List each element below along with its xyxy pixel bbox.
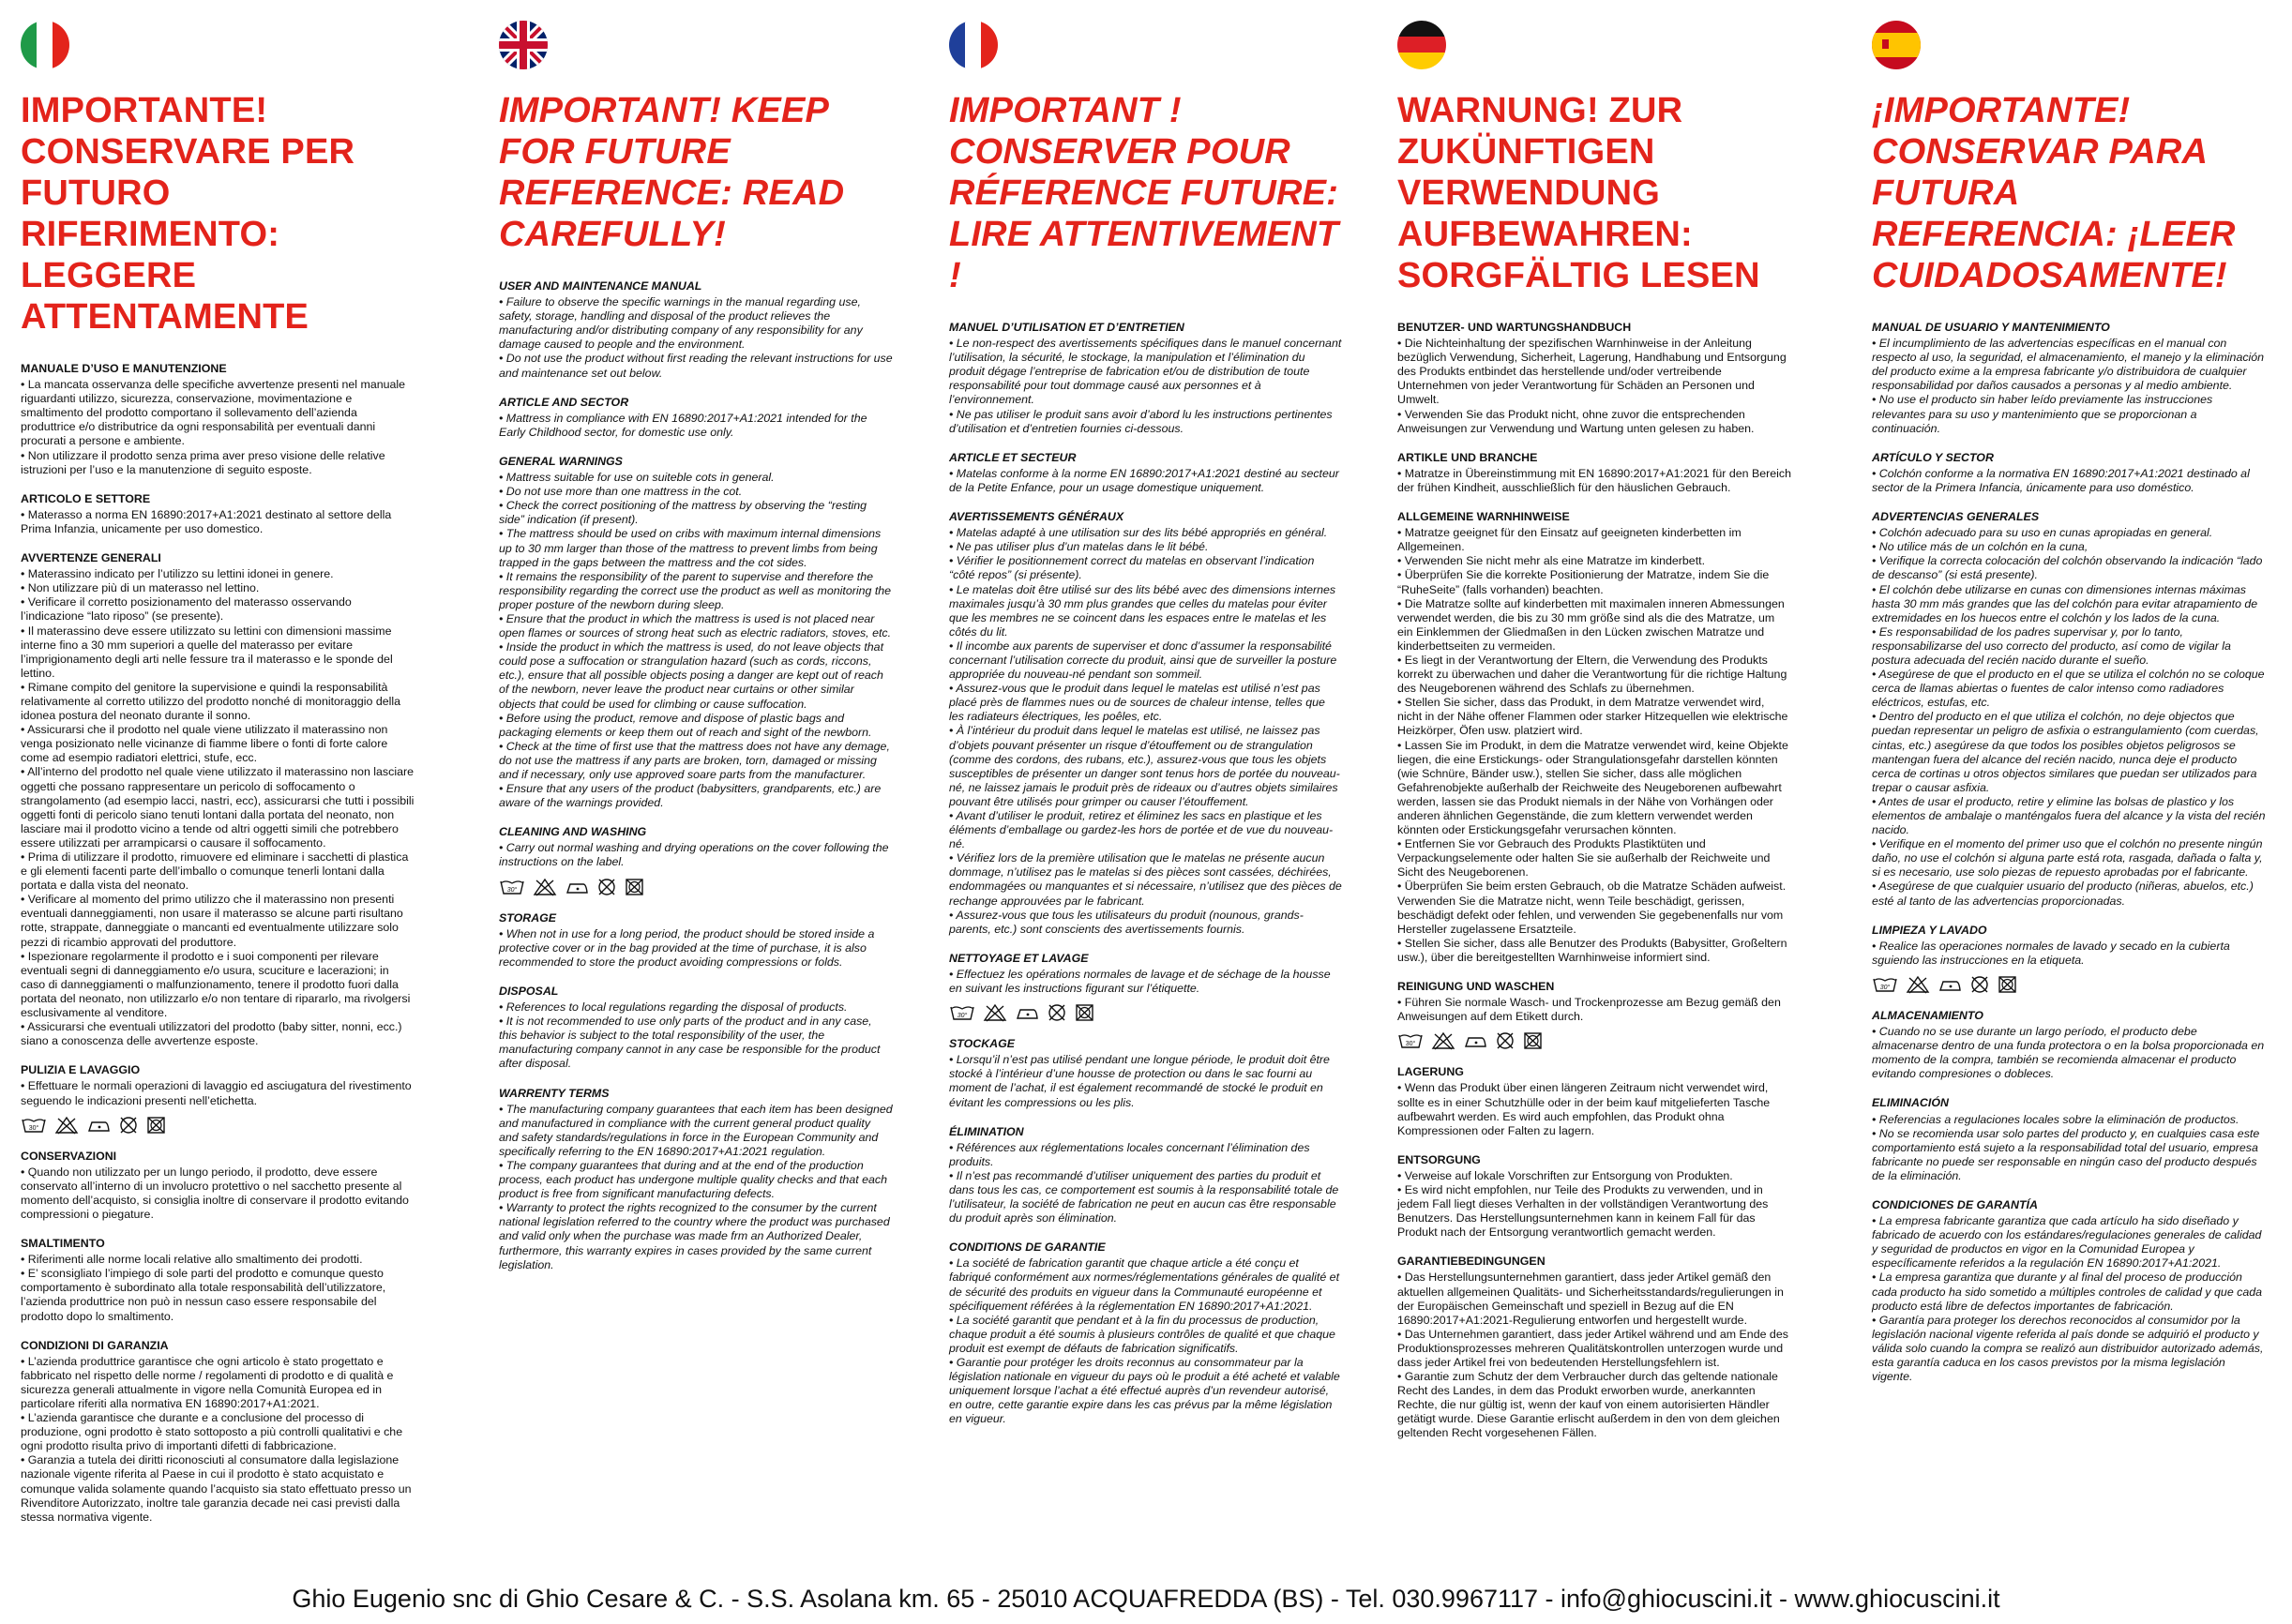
svg-text:30°: 30° [1405, 1041, 1416, 1048]
section-text: • References to local regulations regarding the disposal of products. • It is not recommended to use only parts of the product and in any case, this behavior is subject to the total responsibility of the user, the manufacturing company cannot in any case be responsible for the product after disposal. [499, 1000, 881, 1071]
section-heading: MANUALE D’USO E MANUTENZIONE [21, 362, 227, 375]
wash-30-icon [499, 878, 525, 896]
section-text: • Le non-respect des avertissements spécifiques dans le manuel concernant l’utilisation, la sécurité, le stockage, la manipulation et l’élimination du produit dégage l’entreprise de fabrication et/ou de distribution de toute responsabilité pour tout dommage causé aux personnes et à l’environnement. • Ne pas utiliser le produit sans avoir d’abord lu les instructions pertinentes d’utilisation et d’entretien fournies ci-dessous. [949, 337, 1342, 435]
section-heading: STORAGE [499, 910, 557, 925]
warning-title: IMPORTANT! KEEP FOR FUTURE REFERENCE: READ CAREFULLY! [499, 91, 845, 254]
section-text: • Materasso a norma EN 16890:2017+A1:2021 destinato al settore della Prima Infanzia, unicamente per uso domestico. [21, 507, 392, 535]
section-heading: ARTICLE AND SECTOR [499, 395, 629, 409]
section-heading: CONDICIONES DE GARANTÍA [1872, 1197, 2038, 1211]
section-heading: DISPOSAL [499, 984, 559, 998]
section-heading: ALLGEMEINE WARNHINWEISE [1397, 510, 1570, 524]
section-text: • La mancata osservanza delle specifiche avvertenze presenti nel manuale riguardanti utilizzo, sicurezza, conservazione, movimentazione e smaltimento del prodotto comportano il sollevamento dell’azienda produttrice e/o distributrice da ogni responsabilità per eventuali danni procurati a persone e ambiente. • Non utilizzare il prodotto senza prima aver preso visione delle relative istruzioni per l’uso e la manutenzione di seguito esposte. [21, 378, 406, 476]
section-text: • Carry out normal washing and drying operations on the cover following the instructions on the label. [499, 841, 889, 869]
column-german [1397, 21, 1791, 1441]
section-text: • Realice las operaciones normales de lavado y secado en la cubierta sguiendo las instrucciones en la etiqueta. [1872, 939, 2230, 967]
section-text: • Quando non utilizzato per un lungo periodo, il prodotto, deve essere conservato all’interno di un involucro protettivo o nel sacchetto presente al momento dell’acquisto, si consiglia inoltre di conservare il prodotto evitando compressioni o piegature. [21, 1165, 409, 1221]
instructions-body [949, 321, 1343, 1426]
section-heading: NETTOYAGE ET LAVAGE [949, 951, 1089, 965]
flag-uk-icon [499, 21, 548, 69]
section-heading: GARANTIEBEDINGUNGEN [1397, 1255, 1546, 1269]
section-text: • Mattress suitable for use on suiteble cots in general. • Do not use more than one mattress in the cot. • Check the correct positioning of the mattress by observing the “resting side” indication (if present). • The mattress should be used on cribs with maximum internal dimensions up to 30 mm larger than those of the mattress to prevent limbs from being trapped in the gaps between the mattress and the cot sides. • It remains the responsibility of the parent to supervise and therefore the responsibility regarding the correct use the product as well as monitoring the proper posture of the newborn during sleep. • Ensure that the product in which the mattress is used is not placed near open flames or sources of strong heat such as electric radiators, stoves, etc. • Inside the product in which the mattress is used, do not leave objects that could pose a suffocation or strangulation hazard (such as cords, riccons, etc.), ensure that all possible objects posing a danger are kept out of reach of the newborn, never leave the product near curtains or other similar objects that could be used for climbing or cause suffocation. • Before using the product, remove and dispose of plastic bags and packaging elements or keep them out of reach and sight of the newborn. • Check at the time of first use that the mattress does not have any demage, do not use the mattress if any parts are broken, torn, damaged or missing and if necessary, only use approved soare parts from the manufacturer. • Ensure that any users of the product (babysitters, grandparents, etc.) are aware of the warnings provided. [499, 471, 892, 810]
section-heading: ÉLIMINATION [949, 1124, 1024, 1138]
section-heading: PULIZIA E LAVAGGIO [21, 1063, 141, 1077]
section-heading: LIMPIEZA Y LAVADO [1872, 923, 1987, 937]
section-text: • The manufacturing company guarantees that each item has been designed and manufactured in compliance with the current general product quality and safety standards/regulations in force in the European Community and specifically referring to the EN 16890:2017+A1:2021 regulation. • The company guarantees that during and at the end of the production process, each product has undergone multiple quality checks and that each product is free from significant manufacturing defects. • Warranty to protect the rights recognized to the consumer by the current national legislation referred to the country where the product was purchased and valid only when the purchase was made frm an Authorized Dealer, furthermore, this warranty expires in cases provided by the same current legislation. [499, 1102, 893, 1271]
flag-spain-icon [1872, 21, 1921, 69]
iron-low-icon [1015, 1003, 1039, 1022]
instructions-body [1397, 321, 1791, 1441]
section-text: • Effettuare le normali operazioni di lavaggio ed asciugatura del rivestimento seguendo le indicazioni presenti nell’etichetta. [21, 1079, 412, 1107]
warning-title: IMPORTANT ! CONSERVER POUR RÉFERENCE FUTURE: LIRE ATTENTIVEMENT ! [949, 91, 1339, 295]
svg-text:30°: 30° [28, 1124, 39, 1132]
section-text: • Matelas conforme à la norme EN 16890:2017+A1:2021 destiné au secteur de la Petite Enfance, pour un usage domestique uniquement. [949, 466, 1339, 494]
section-text: • Colchón conforme a la normativa EN 16890:2017+A1:2021 destinado al sector de la Primera Infancia, únicamente para uso doméstico. [1872, 466, 2250, 494]
instructions-body [499, 279, 893, 1272]
warning-title: WARNUNG! ZUR ZUKÜNFTIGEN VERWENDUNG AUFBEWAHREN: SORGFÄLTIG LESEN [1397, 91, 1760, 295]
section-heading: MANUAL DE USUARIO Y MANTENIMIENTO [1872, 321, 2110, 334]
section-text: • La société de fabrication garantit que chaque article a été conçu et fabriqué conformément aux normes/réglementations générales de qualité et de sécurité des produits en vigueur dans la Communauté européenne et spécifiquement référées à la réglementation EN 16890:2017+A1:2021. • La société garantit que pendant et à la fin du processus de production, chaque produit a été soumis à plusieurs contrôles de qualité et que chaque produit est exempt de défauts de fabrication significatifs. • Garantie pour protéger les droits reconnus au consommateur par la législation nationale en vigueur du pays où le produit a été acheté et valable uniquement lorsque l’achat a été effectué auprès d’un revendeur autorisé, en outre, cette garantie expire dans les cas prévus par la même législation en vigueur. [949, 1256, 1340, 1426]
section-heading: MANUEL D’UTILISATION ET D’ENTRETIEN [949, 321, 1184, 334]
section-heading: ARTICOLO E SETTORE [21, 491, 151, 505]
no-bleach-icon [1431, 1031, 1455, 1050]
section-heading: LAGERUNG [1397, 1065, 1464, 1079]
no-dry-clean-icon [596, 878, 617, 896]
section-heading: GENERAL WARNINGS [499, 454, 623, 468]
no-tumble-dry-icon [1075, 1003, 1095, 1022]
instructions-body [21, 362, 415, 1525]
care-symbols [499, 878, 893, 896]
section-text: • Colchón adecuado para su uso en cunas apropiadas en general. • No utilice más de un colchón en la cuna, • Verifique la correcta colocación del colchón observando la indicación “lado de descanso” (si está presente). • El colchón debe utilizarse en cunas con dimensiones internas máximas hasta 30 mm más grandes que las del colchón para evitar atrapamiento de extremidades en los huecos entre el colchón y los lados de la cuna. • Es responsabilidad de los padres supervisar y, por lo tanto, responsabilizarse del uso correcto del producto, así como de vigilar la postura adecuada del recién nacido durante el sueño. • Asegúrese de que el producto en el que se utiliza el colchón no se coloque cerca de llamas abiertas o fuentes de calor intenso como radiadores eléctricos, estufas, etc. • Dentro del producto en el que utiliza el colchón, no deje objectos que puedan representar un peligro de asfixia o estrangulamiento (com cuerdas, cintas, etc.) asegúrese da que todos los posibles objetos peligrosos se mantengan fuera del alcance del recién nacido, nunca deje el producto cerca de cortinas u otros objectos similares que puedan ser utilizados para trepar o causar asfixia. • Antes de usar el producto, retire y elimine las bolsas de plastico y los elementos de ambalaje o manténgalos fuera del alcance y la vista del recién nacido. • Verifique en el momento del primer uso que el colchón no presente ningún daño, no use el colchón si alguna parte está rota, rasgada, dañada o falta y, si es necesario, use solo piezas de repuesto aprobadas por el fabricante. • Asegúrese de que cualquier usuario del producto (niñeras, abuelos, etc.) esté al tanto de las advertencias proporcionadas. [1872, 526, 2266, 908]
no-tumble-dry-icon [1998, 975, 2018, 994]
no-dry-clean-icon [118, 1116, 139, 1135]
section-text: • Effectuez les opérations normales de lavage et de séchage de la housse en suivant les instructions figurant sur l’étiquette. [949, 967, 1331, 996]
no-bleach-icon [1906, 975, 1930, 994]
wash-30-icon [949, 1003, 975, 1022]
section-heading: ENTSORGUNG [1397, 1152, 1481, 1166]
section-heading: ALMACENAMIENTO [1872, 1008, 1983, 1022]
section-heading: ELIMINACIÓN [1872, 1096, 1949, 1110]
section-heading: AVERTISSEMENTS GÉNÉRAUX [949, 510, 1124, 524]
section-text: • Das Herstellungsunternehmen garantiert, dass jeder Artikel gemäß den aktuellen allgemeinen Qualitäts- und Sicherheitsstandards/regulierungen in der Europäischen Gemeinschaft und speziell in Bezug auf die EN 16890:2017+A1:2021-Regulierung entworfen und hergestellt wurde. • Das Unternehmen garantiert, dass jeder Artikel während und am Ende des Produktionsprozesses mehreren Qualitätskontrollen unterzogen wurde und dass jeder Artikel frei von bedeutenden Herstellungsfehlern ist. • Garantie zum Schutz der dem Verbraucher durch das geltende nationale Recht des Landes, in dem das Produkt erworben wurde, anerkannten Rechte, die nur gültig ist, wenn der kauf von einem autorisierten Händler getätigt wurde. Diese Garantie erlischt außerdem in den von dem gleichen geltenden Recht vorgesehenen Fällen. [1397, 1271, 1788, 1440]
section-text: • L’azienda produttrice garantisce che ogni articolo è stato progettato e fabbricato nel rispetto delle norme / regolamenti di prodotto e di qualità e sicurezza generali attualmente in vigore nella Comunità Europea ed in particolare riferiti alla normativa EN 16890:2017+A1:2021. • L’azienda garantisce che durante e a conclusione del processo di produzione, ogni prodotto è stato sottoposto a più controlli qualitativi e che ogni prodotto risulta privo di importanti difetti di fabbricazione. • Garanzia a tutela dei diritti riconosciuti al consumatore dalla legislazione nazionale vigente riferita al Paese in cui il prodotto è stato acquistato e comunque valida solamente quando l’acquisto sia stato effettuato presso un Rivenditore Autorizzato, inoltre tale garanzia decade nei casi previsti dalla stessa normativa vigente. [21, 1354, 412, 1524]
column-english [499, 21, 893, 1272]
section-text: • Références aux réglementations locales concernant l’élimination des produits. • Il n’est pas recommandé d’utiliser uniquement des parties du produit et dans tous les cas, ce comportement est soumis à la responsabilité totale de l’utilisateur, la société de fabrication ne peut en aucun cas être responsable du produit après son élimination. [949, 1140, 1339, 1226]
section-heading: USER AND MAINTENANCE MANUAL [499, 279, 702, 293]
section-text: • El incumplimiento de las advertencias específicas en el manual con respecto al uso, la seguridad, el almacenamiento, el manejo y la eliminación del producto exime a la empresa fabricante y/o distribuidora de cualquier responsabilidad por daños causados a personas y al medio ambiente. • No use el producto sin haber leído previamente las instrucciones relevantes para su uso y mantenimiento que se proporcionan a continuación. [1872, 337, 2265, 435]
no-tumble-dry-icon [1523, 1031, 1544, 1050]
section-heading: CLEANING AND WASHING [499, 825, 647, 839]
section-text: • Cuando no se use durante un largo período, el producto debe almacenarse dentro de una funda protectora o en la bolsa proporcionada en momento de la compra, también se recomienda almacenar el producto evitando compresiones o dobleces. [1872, 1025, 2265, 1081]
section-heading: ARTÍCULO Y SECTOR [1872, 450, 1994, 464]
column-italian [21, 21, 415, 1525]
no-bleach-icon [533, 878, 557, 896]
section-heading: ARTIKLE UND BRANCHE [1397, 450, 1538, 464]
iron-low-icon [1463, 1031, 1487, 1050]
svg-text:30°: 30° [506, 886, 518, 894]
section-text: • When not in use for a long period, the product should be stored inside a protective cover or in the bag provided at the time of purchase, it is also recommended to store the product avoiding compressions or folds. [499, 926, 875, 969]
no-tumble-dry-icon [625, 878, 645, 896]
section-heading: BENUTZER- UND WARTUNGSHANDBUCH [1397, 321, 1632, 334]
iron-low-icon [1938, 975, 1962, 994]
section-heading: WARRENTY TERMS [499, 1086, 610, 1100]
section-text: • Matratze in Übereinstimmung mit EN 16890:2017+A1:2021 für den Bereich der frühen Kindheit, ausschließlich für den häuslichen Gebrauch. [1397, 466, 1791, 494]
column-french [949, 21, 1343, 1426]
column-spanish [1872, 21, 2266, 1384]
section-heading: AVVERTENZE GENERALI [21, 551, 161, 565]
section-text: • Materassino indicato per l’utilizzo su lettini idonei in genere. • Non utilizzare più di un materasso nel lettino. • Verificare il corretto posizionamento del materasso osservando l’indicazione “lato riposo” (se presente). • Il materassino deve essere utilizzato su lettini con dimensioni massime interne fino a 30 mm superiori a quelle del materasso per evitare l’imprigionamento degli arti nelle fessure tra il materasso e le sponde del lettino. • Rimane compito del genitore la supervisione e quindi la responsabilità relativamente al corretto utilizzo del prodotto nonché di monitoraggio della idonea postura del neonato durante il sonno. • Assicurarsi che il prodotto nel quale viene utilizzato il materassino non venga posizionato nelle vicinanze di fiamme libere o fonti di forte calore come ad esempio radiatori elettrici, stufe, ecc. • All’interno del prodotto nel quale viene utilizzato il materassino non lasciare oggetti che possano rappresentare un pericolo di soffocamento o strangolamento (ad esempio lacci, nastri, ecc), assicurarsi che tutti i possibili oggetti fonti di pericolo siano tenuti lontani dalla portata del neonato, non lasciare mai il prodotto vicino a tende od altri oggetti simili che potrebbero essere utilizzati per arrampicarsi o causare il soffocamento. • Prima di utilizzare il prodotto, rimuovere ed eliminare i sacchetti di plastica e gli elementi facenti parte dell’imballo o comunque tenerli lontani dalla portata e dalla vista del neonato. • Verificare al momento del primo utilizzo che il materassino non presenti eventuali danneggiamenti, non usare il materasso se alcune parti risultano rotte, strappate, danneggiate o mancanti ed eventualmente utilizzare solo pezzi di ricambio approvati del produttore. • Ispezionare regolarmente il prodotto e i suoi componenti per rilevare eventuali segni di danneggiamento e/o usura, scuciture e lacerazioni; in caso di danneggiamenti o malfunzionamento, tenere il prodotto fuori dalla portata del neonato, non utilizzarlo e/o non tentare di ripararlo, ma rivolgersi esclusivamente al venditore. • Assicurarsi che eventuali utilizzatori del prodotto (baby sitter, nonni, ecc.) siano a conoscenza delle avvertenze esposte. [21, 567, 415, 1048]
warning-title: ¡IMPORTANTE! CONSERVAR PARA FUTURA REFERENCIA: ¡LEER CUIDADOSAMENTE! [1872, 91, 2236, 295]
no-bleach-icon [54, 1116, 79, 1135]
section-text: • Lorsqu’il n’est pas utilisé pendant une longue période, le produit doit être stocké à l’intérieur d’une housse de protection ou dans le sac fourni au moment de l’achat, il est également recommandé de stocké le produit en évitant les compressions ou les plis. [949, 1053, 1330, 1109]
care-symbols [949, 1003, 1343, 1022]
svg-text:30°: 30° [957, 1013, 968, 1020]
section-text: • Die Nichteinhaltung der spezifischen Warnhinweise in der Anleitung bezüglich Verwendung, Sicherheit, Lagerung, Handhabung und Entsorgung des Produkts entbindet das herstellende und/oder vertreibende Unternehmen von jeder Verantwortung für Schäden an Personen und Umwelt. • Verwenden Sie das Produkt nicht, ohne zuvor die entsprechenden Anweisungen zur Verwendung und Wartung unten gelesen zu haben. [1397, 337, 1787, 435]
section-heading: REINIGUNG UND WASCHEN [1397, 980, 1555, 994]
section-heading: ADVERTENCIAS GENERALES [1872, 510, 2040, 524]
care-symbols [21, 1116, 415, 1135]
wash-30-icon [21, 1116, 47, 1135]
instructions-body [1872, 321, 2266, 1384]
section-text: • Führen Sie normale Wasch- und Trockenprozesse am Bezug gemäß den Anweisungen auf dem Etikett durch. [1397, 996, 1781, 1024]
iron-low-icon [565, 878, 589, 896]
no-dry-clean-icon [1047, 1003, 1067, 1022]
flag-france-icon [949, 21, 998, 69]
flag-germany-icon [1397, 21, 1446, 69]
care-symbols [1397, 1031, 1791, 1050]
no-dry-clean-icon [1969, 975, 1990, 994]
care-symbols [1872, 975, 2266, 994]
no-bleach-icon [983, 1003, 1007, 1022]
section-heading: CONDITIONS DE GARANTIE [949, 1241, 1106, 1255]
section-heading: STOCKAGE [949, 1037, 1015, 1051]
section-text: • Wenn das Produkt über einen längeren Zeitraum nicht verwendet wird, sollte es in einer Schutzhülle oder in der beim kauf mitgelieferten Tasche aufbewahrt werden. Es wird auch empfohlen, das Produkt ohna Kompressionen oder Falten zu lagern. [1397, 1081, 1771, 1137]
section-text: • Matelas adapté à une utilisation sur des lits bébé appropriés en général. • Ne pas utiliser plus d’un matelas dans le lit bébé. • Vérifier le positionnement correct du matelas en observant l’indication “côté repos” (si présente). • Le matelas doit être utilisé sur des lits bébé avec des dimensions internes maximales jusqu’à 30 mm plus grandes que celles du matelas pour éviter que les membres ne se coincent dans les espaces entre le matelas et les côtés du lit. • Il incombe aux parents de superviser et donc d’assumer la responsabilité concernant l’utilisation correcte du produit, ainsi que de surveiller la posture appropriée du nouveau-né pendant son sommeil. • Assurez-vous que le produit dans lequel le matelas est utilisé n’est pas placé près de flammes nues ou de sources de chaleur intense, telles que les radiateurs électriques, les poêles, etc. • À l’intérieur du produit dans lequel le matelas est utilisé, ne laissez pas d’objets pouvant présenter un risque d’étouffement ou de strangulation (comme des cordons, des rubans, etc.), assurez-vous que tous les objets susceptibles de présenter un danger sont tenus hors de portée du nouveau-né, ne laissez jamais le produit près de rideaux ou d’autres objets similaires pouvant être utilisés pour grimper ou causer l’étouffement. • Avant d’utiliser le produit, retirez et éliminez les sacs en plastique et les éléments d’emballage ou gardez-les hors de portée et de vue du nouveau-né. • Vérifiez lors de la première utilisation que le matelas ne présente aucun dommage, n’utilisez pas le matelas si des pièces sont cassées, déchirées, endommagées ou manquantes et si nécessaire, n’utilisez que des pièces de rechange approuvées par le fabricant. • Assurez-vous que tous les utilisateurs du produit (nounous, grands-parents, etc.) sont conscients des avertissements fournis. [949, 526, 1342, 936]
section-heading: SMALTIMENTO [21, 1237, 105, 1251]
svg-text:30°: 30° [1879, 984, 1891, 991]
no-dry-clean-icon [1495, 1031, 1515, 1050]
flag-italy-icon [21, 21, 69, 69]
section-heading: ARTICLE ET SECTEUR [949, 450, 1077, 464]
section-text: • Mattress in compliance with EN 16890:2017+A1:2021 intended for the Early Childhood sector, for domestic use only. [499, 411, 867, 439]
section-text: • Failure to observe the specific warnings in the manual regarding use, safety, storage, handling and disposal of the product relieves the manufacturing and/or distributing company of any responsibility for any damage caused to people and the environment. • Do not use the product without first reading the relevant instructions for use and maintenance set out below. [499, 295, 893, 380]
iron-low-icon [86, 1116, 111, 1135]
company-footer: Ghio Eugenio snc di Ghio Cesare & C. - S.S. Asolana km. 65 - 25010 ACQUAFREDDA (BS) - Tel. 030.9967117 - info@ghiocuscini.it - www.ghiocuscini.it [292, 1585, 2000, 1613]
warning-title: IMPORTANTE! CONSERVARE PER FUTURO RIFERIMENTO: LEGGERE ATTENTAMENTE [21, 91, 355, 337]
no-tumble-dry-icon [146, 1116, 167, 1135]
section-text: • Referencias a regulaciones locales sobre la eliminación de productos. • No se recomienda usar solo partes del producto y, en cualquies casa este comportamiento está sujeto a la responsabilidad total del usuario, empresa fabricante no puede ser responsable en ningún caso del producto después de la eliminación. [1872, 1112, 2260, 1182]
section-text: • Riferimenti alle norme locali relative allo smaltimento dei prodotti. • E’ sconsigliato l’impiego di sole parti del prodotto e comunque questo comportamento è subordinato alla totale responsabilità dell’utilizzatore, l’azienda produttrice non può in nessun caso essere responsabile del prodotto dopo lo smaltimento. [21, 1253, 386, 1323]
section-text: • La empresa fabricante garantiza que cada artículo ha sido diseñado y fabricado de acuerdo con los estándares/regulaciones generales de calidad y seguridad de productos en vigor en la Comunidad Europea y específicamente referidos a la regulación EN 16890:2017+A1:2021. • La empresa garantiza que durante y al final del proceso de producción cada producto ha sido sometido a múltiples controles de calidad y que cada producto está libre de defectos importantes de fabricación. • Garantía para proteger los derechos reconocidos al consumidor por la legislación nacional vigente referida al país donde se adquirió el producto y válida solo cuando la compra se realizó aun distribuidor autorizado además, esta garantía caduca en los casos previstos por la misma legislación vigente. [1872, 1214, 2264, 1384]
wash-30-icon [1397, 1031, 1424, 1050]
section-heading: CONSERVAZIONI [21, 1149, 117, 1163]
section-text: • Verweise auf lokale Vorschriften zur Entsorgung von Produkten. • Es wird nicht empfohlen, nur Teile des Produkts zu verwenden, und in jedem Fall liegt dieses Verhalten in der vollständigen Verantwortung des Benutzers. Das Herstellungsunternehmen kann in keinem Fall für das Produkt nach der Entsorgung verantwortlich gemacht werden. [1397, 1168, 1769, 1240]
wash-30-icon [1872, 975, 1898, 994]
section-text: • Matratze geeignet für den Einsatz auf geeigneten kinderbetten im Allgemeinen. • Verwenden Sie nicht mehr als eine Matratze im kinderbett. • Überprüfen Sie die korrekte Positionierung der Matratze, indem Sie die “RuheSeite” (falls vorhanden) beachten. • Die Matratze sollte auf kinderbetten mit maximalen inneren Abmessungen verwendet werden, die bis zu 30 mm größe sind als die des Matratze, um ein Einklemmen der Gliedmaßen in den Lücken zwischen Matratze und kinderbettseiten zu vermeiden. • Es liegt in der Verantwortung der Eltern, die Verwendung des Produkts korrekt zu überwachen und daher die Verantwortung für die richtige Haltung des Neugeborenen während des Schlafs zu übernehmen. • Stellen Sie sicher, dass das Produkt, in dem Matratze verwendet wird, nicht in der Nähe offener Flammen oder starker Hitzequellen wie elektrische Heizkörper, Öfen usw. platziert wird. • Lassen Sie im Produkt, in dem die Matratze verwendet wird, keine Objekte liegen, die eine Erstickungs- oder Strangulationsgefahr darstellen könnten (wie Schnüre, Bänder usw.), stellen Sie sicher, dass alle möglichen Gefahrenobjekte außerhalb der Reichweite des Neugeborenen aufbewahrt werden, lassen sie das Produkt niemals in der Nähe von Vorhängen oder anderen ähnlichen Gegenstände, die zum klettern verwendet werden könnten oder Erstickungsgefahr verursachen könnten. • Entfernen Sie vor Gebrauch des Produkts Plastiktüten und Verpackungselemente oder halten Sie sie außerhalb der Reichweite und Sicht des Neugeborenen. • Überprüfen Sie beim ersten Gebrauch, ob die Matratze Schäden aufweist. Verwenden Sie die Matratze nicht, wenn Teile beschädigt, gerissen, beschädigt defekt oder fehlen, und verwenden Sie gegebenenfalls nur vom Hersteller zugelassene Ersatzteile. • Stellen Sie sicher, dass alle Benutzer des Produkts (Babysitter, Großeltern usw.), über die bereitgestellten Warnhinweise informiert sind. [1397, 526, 1788, 964]
section-heading: CONDIZIONI DI GARANZIA [21, 1338, 169, 1352]
